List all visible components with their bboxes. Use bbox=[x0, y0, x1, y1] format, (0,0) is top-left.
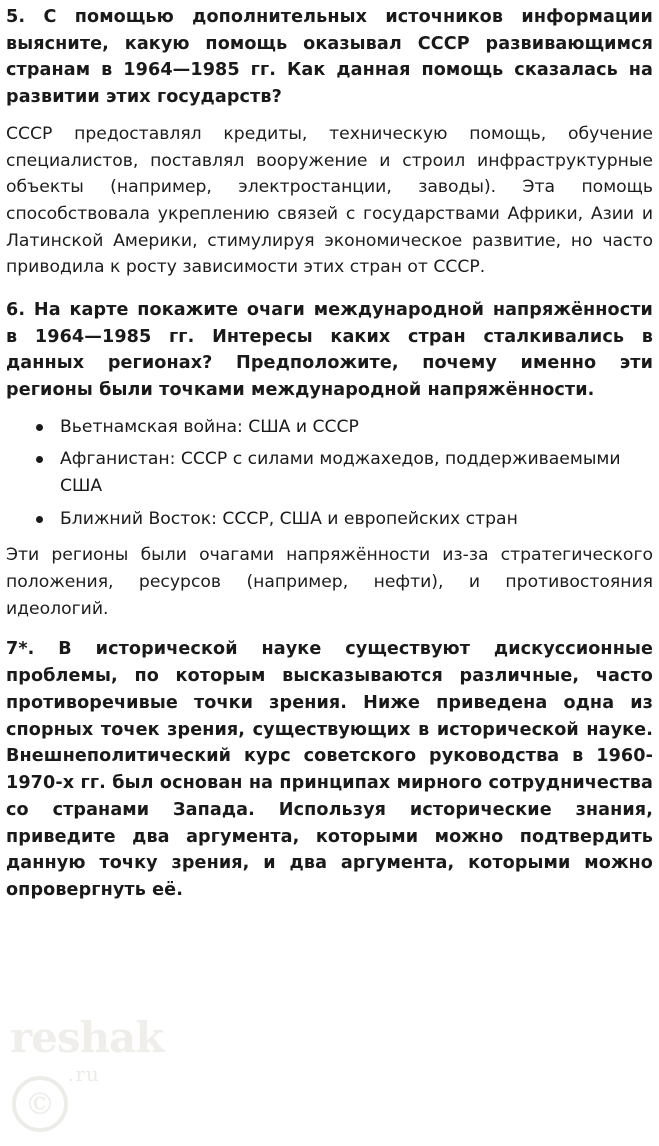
question-6: 6. На карте покажите очаги международной напряжённости в 1964—1985 гг. Интересы каких стран сталкивались в данных регионах? Предположите, почему именно эти регионы были точками международной напряжённости. bbox=[6, 299, 653, 401]
watermark-badge-glyph: © bbox=[25, 1086, 55, 1122]
answer-6-conclusion: Эти регионы были очагами напряжённости из-за стратегического положения, ресурсов (например, нефти), и противостояния идеологий. bbox=[6, 545, 653, 619]
watermark-text: reshak bbox=[10, 1013, 164, 1062]
question-5: 5. С помощью дополнительных источников информации выясните, какую помощь оказывал СССР развивающимся странам в 1964—1985 гг. Как данная помощь сказалась на развитии этих государств? bbox=[6, 7, 653, 108]
list-item: Вьетнамская война: США и СССР bbox=[34, 414, 653, 441]
question-7: 7*. В исторической науке существуют дискуссионные проблемы, по которым высказываются различные, часто противоречивые точки зрения. Ниже приведена одна из спорных точек зрения, существующих в исторической науке. Внешнеполитический курс советского руководства в 1960-1970-х гг. был основан на принципах мирного сотрудничества со странами Запада. Используя исторические знания, приведите два аргумента, которыми можно подтвердить данную точку зрения, и два аргумента, которыми можно опровергнуть её. bbox=[6, 639, 653, 901]
list-item: Ближний Восток: СССР, США и европейских стран bbox=[34, 506, 653, 533]
watermark-badge bbox=[12, 1076, 68, 1132]
watermark bbox=[4, 992, 184, 1142]
answer-6-bullet-list bbox=[6, 414, 653, 533]
list-item: Афганистан: СССР с силами моджахедов, поддерживаемыми США bbox=[34, 446, 653, 499]
answer-5: СССР предоставлял кредиты, техническую помощь, обучение специалистов, поставлял вооружение и строил инфраструктурные объекты (например, электростанции, заводы). Эта помощь способствовала укреплению связей с государствами Африки, Азии и Латинской Америки, стимулируя экономическое развитие, но часто приводила к росту зависимости этих стран от СССР. bbox=[6, 123, 653, 278]
watermark-subtext: .ru bbox=[68, 1062, 100, 1086]
